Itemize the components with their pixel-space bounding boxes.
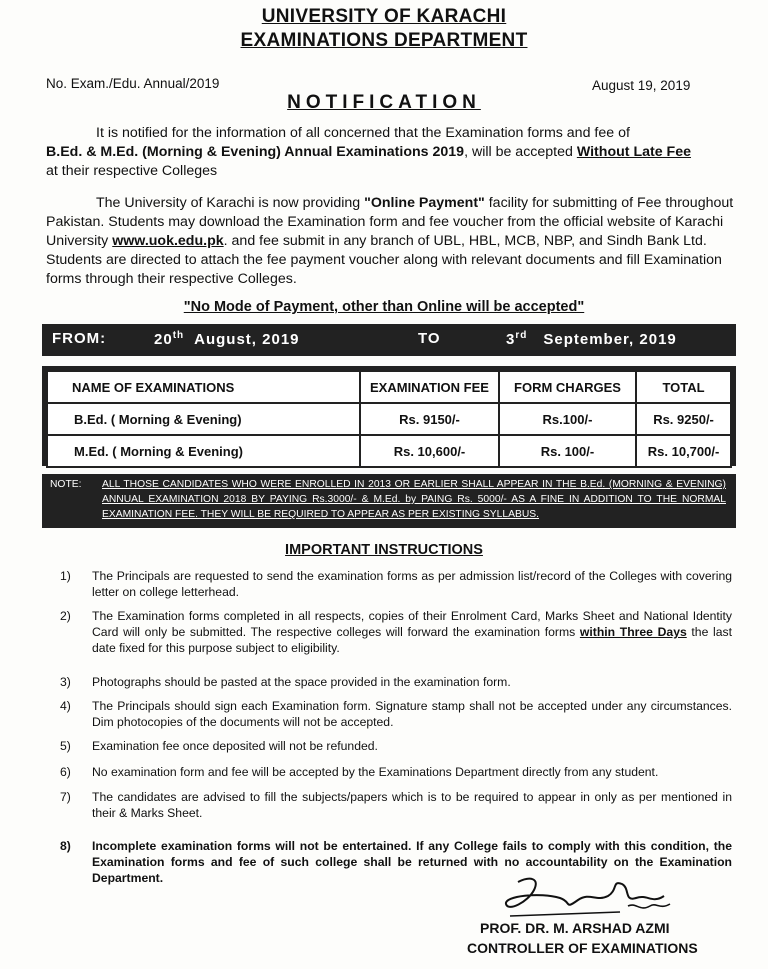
table-row bbox=[47, 435, 731, 467]
item-text: No examination form and fee will be accepted by the Examinations Department directly from any student. bbox=[92, 765, 659, 779]
list-item bbox=[60, 764, 732, 782]
paragraph-1 bbox=[46, 124, 736, 181]
paragraph-1-line1: It is notified for the information of all concerned that the Examination forms and fee of bbox=[96, 125, 630, 141]
col-total-header: TOTAL bbox=[636, 371, 731, 403]
paragraph-1-line2 bbox=[46, 143, 736, 162]
item-number: 7) bbox=[60, 790, 71, 804]
total-cell: Rs. 10,700/- bbox=[636, 435, 731, 467]
item-number: 1) bbox=[60, 569, 71, 583]
item-text-a: The Examination forms completed in all respects, copies of their Enrolment Card, Marks Sheet and National Identity Card will only be submitted. The respective colleges will forward the examination forms bbox=[92, 609, 732, 639]
item-text: The candidates are advised to fill the subjects/papers which is to be required to appear in only as per mentioned in their & Marks Sheet. bbox=[92, 790, 732, 820]
website-link[interactable]: www.uok.edu.pk bbox=[112, 233, 224, 249]
note-label: NOTE: bbox=[50, 479, 82, 490]
notification-title: NOTIFICATION bbox=[287, 92, 481, 113]
exam-fee-cell: Rs. 10,600/- bbox=[360, 435, 499, 467]
list-item bbox=[60, 674, 732, 692]
paragraph-1-line3: at their respective Colleges bbox=[46, 163, 218, 179]
item-number: 6) bbox=[60, 765, 71, 779]
reference-number: No. Exam./Edu. Annual/2019 bbox=[46, 76, 220, 91]
signature-image bbox=[500, 872, 680, 924]
form-charges-cell: Rs. 100/- bbox=[499, 435, 636, 467]
item-text: Incomplete examination forms will not be entertained. If any College fails to comply with this condition, the Examination forms and fee of such college shall be returned with no accountability on the Examination Department. bbox=[92, 839, 732, 885]
paragraph-1-text: , will be accepted bbox=[464, 144, 577, 160]
item-number: 2) bbox=[60, 609, 71, 623]
to-day: 3 bbox=[506, 331, 516, 348]
signatory-name: PROF. DR. M. ARSHAD AZMI bbox=[480, 920, 670, 936]
col-form-header: FORM CHARGES bbox=[499, 371, 636, 403]
exam-name: B.Ed. & M.Ed. (Morning & Evening) Annual Examinations 2019 bbox=[46, 144, 465, 160]
exam-name-cell: M.Ed. ( Morning & Evening) bbox=[47, 435, 360, 467]
schedule-bar bbox=[42, 324, 736, 356]
to-date bbox=[506, 330, 677, 348]
paragraph-2-text-c: . and fee submit in any branch of UBL, HBL, MCB, NBP, and Sindh Bank Ltd. Students are directed to attach the fee payment voucher along with relevant documents and fill Examination forms through their respective Colleges. bbox=[46, 233, 722, 287]
university-title: UNIVERSITY OF KARACHI bbox=[261, 6, 507, 27]
item-number: 4) bbox=[60, 699, 71, 713]
paragraph-2-text-a: The University of Karachi is now providing bbox=[96, 195, 365, 211]
payment-mode-note: "No Mode of Payment, other than Online will be accepted" bbox=[183, 299, 585, 315]
exam-name-cell: B.Ed. ( Morning & Evening) bbox=[47, 403, 360, 435]
paragraph-2-text-b: facility for submitting of Fee throughout Pakistan. Students may download the Examination form and fee voucher from the official website of Karachi University bbox=[46, 195, 734, 249]
to-month-year: September, 2019 bbox=[543, 331, 677, 348]
list-item bbox=[60, 608, 732, 658]
item-text-b: the last date fixed for this purpose subject to eligibility. bbox=[92, 625, 732, 655]
col-name-header: NAME OF EXAMINATIONS bbox=[47, 371, 360, 403]
from-label: FROM: bbox=[52, 330, 107, 347]
item-text bbox=[92, 608, 732, 656]
list-item bbox=[60, 789, 732, 823]
fee-table-header bbox=[47, 371, 731, 403]
fee-table-frame bbox=[42, 366, 736, 466]
item-number: 3) bbox=[60, 675, 71, 689]
department-title: EXAMINATIONS DEPARTMENT bbox=[240, 30, 528, 51]
item-number: 8) bbox=[60, 839, 71, 853]
item-text: The Principals are requested to send the examination forms as per admission list/record of the Colleges with covering letter on college letterhead. bbox=[92, 569, 732, 599]
item-text: Examination fee once deposited will not be refunded. bbox=[92, 739, 378, 753]
note-box bbox=[42, 474, 736, 528]
note-text: ALL THOSE CANDIDATES WHO WERE ENROLLED IN 2013 OR EARLIER SHALL APPEAR IN THE B.Ed. (MORNING & EVENING) ANNUAL EXAMINATION 2018 BY PAYING Rs.3000/- & M.Ed. by PAING Rs. 5000/- AS A FINE IN ADDITION TO THE NORMAL EXAMINATION FEE. THEY WILL BE REQUIRED TO APPEAR AS PER EXISTING SYLLABUS. bbox=[102, 479, 726, 520]
item-text: Photographs should be pasted at the space provided in the examination form. bbox=[92, 675, 511, 689]
from-sup: th bbox=[172, 330, 185, 341]
from-month-year: August, 2019 bbox=[194, 331, 300, 348]
notification-date: August 19, 2019 bbox=[592, 78, 691, 93]
to-label: TO bbox=[418, 330, 441, 347]
without-late-fee: Without Late Fee bbox=[576, 144, 692, 160]
exam-fee-cell: Rs. 9150/- bbox=[360, 403, 499, 435]
online-payment: "Online Payment" bbox=[364, 195, 485, 211]
within-three-days: within Three Days bbox=[579, 625, 687, 639]
list-item bbox=[60, 738, 732, 756]
total-cell: Rs. 9250/- bbox=[636, 403, 731, 435]
item-text: The Principals should sign each Examination form. Signature stamp shall not be accepted under any circumstances. Dim photocopies of the documents will not be accepted. bbox=[92, 699, 732, 729]
instructions-title: IMPORTANT INSTRUCTIONS bbox=[285, 542, 483, 558]
to-sup: rd bbox=[515, 330, 528, 341]
table-row bbox=[47, 403, 731, 435]
from-date bbox=[154, 330, 300, 348]
from-day: 20 bbox=[154, 331, 173, 348]
list-item bbox=[60, 568, 732, 602]
item-number: 5) bbox=[60, 739, 71, 753]
col-fee-header: EXAMINATION FEE bbox=[360, 371, 499, 403]
paragraph-2 bbox=[46, 194, 736, 289]
signatory-title: CONTROLLER OF EXAMINATIONS bbox=[467, 940, 698, 956]
fee-table bbox=[46, 370, 732, 468]
list-item bbox=[60, 698, 732, 732]
form-charges-cell: Rs.100/- bbox=[499, 403, 636, 435]
